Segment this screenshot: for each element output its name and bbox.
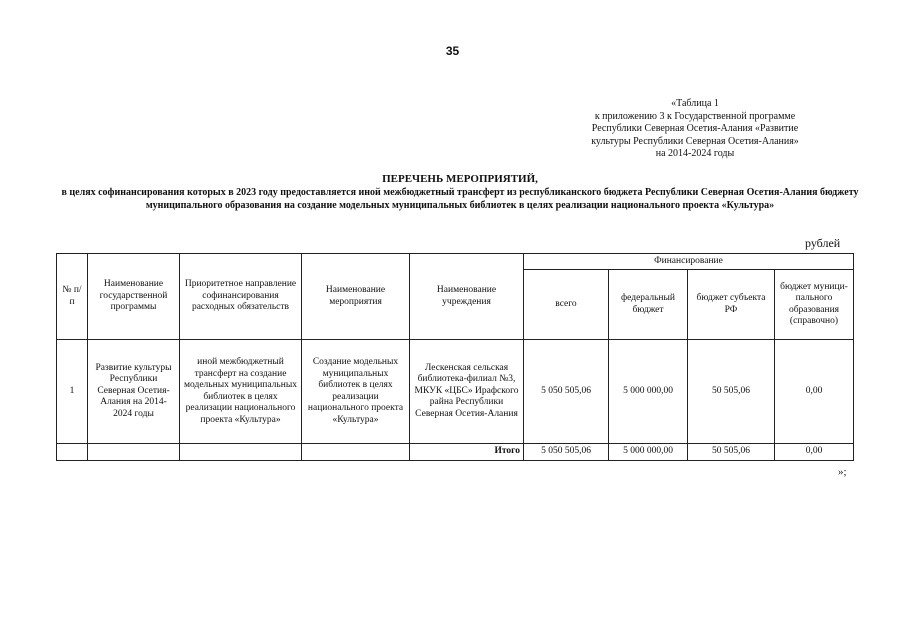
header-number: № п/п xyxy=(57,254,88,340)
cell-municipal: 0,00 xyxy=(775,340,854,444)
cell-event: Создание модельных муниципальных библиотек в целях реализации национального проекта «Культура» xyxy=(302,340,410,444)
appendix-line: «Таблица 1 xyxy=(671,98,719,109)
document-heading xyxy=(40,172,880,212)
totals-municipal: 0,00 xyxy=(775,444,854,461)
document-subtitle: в целях софинансирования которых в 2023 году предоставляется иной межбюджетный трансферт из республиканского бюджета Республики Северная Осетия-Алания бюджету муниципального образования на создание модельных муниципальных библиотек в целях реализации национального проекта «Культура» xyxy=(61,187,859,211)
totals-total: 5 050 505,06 xyxy=(524,444,609,461)
cell-program: Развитие культуры Республики Северная Осетия-Алания на 2014-2024 годы xyxy=(88,340,180,444)
currency-unit: рублей xyxy=(805,236,841,250)
totals-subject: 50 505,06 xyxy=(688,444,775,461)
table-header-row xyxy=(57,254,854,270)
header-financing: Финансирование xyxy=(524,254,854,270)
header-institution: Наименование учреждения xyxy=(410,254,524,340)
totals-empty-cell xyxy=(57,444,88,461)
table-row xyxy=(57,340,854,444)
totals-empty-cell xyxy=(302,444,410,461)
closing-quote-mark: »; xyxy=(838,466,847,478)
cell-direction: иной межбюджетный трансферт на создание модельных муниципальных библиотек в целях реализации национального проекта «Культура» xyxy=(180,340,302,444)
appendix-line: культуры Республики Северная Осетия-Алания» xyxy=(591,135,799,147)
appendix-line: Республики Северная Осетия-Алания «Развитие xyxy=(591,123,799,135)
totals-empty-cell xyxy=(88,444,180,461)
totals-row xyxy=(57,444,854,461)
cell-institution: Лескенская сельская библиотека-филиал №3, МКУК «ЦБС» Ирафского райна Республики Северная Осетия-Алания xyxy=(410,340,524,444)
header-subject: бюджет субъекта РФ xyxy=(688,270,775,340)
header-municipal: бюджет муници-пального образования (справочно) xyxy=(775,270,854,340)
appendix-note xyxy=(560,98,830,161)
page-number: 35 xyxy=(445,44,460,58)
events-table xyxy=(56,253,854,461)
cell-federal: 5 000 000,00 xyxy=(609,340,688,444)
totals-federal: 5 000 000,00 xyxy=(609,444,688,461)
header-total: всего xyxy=(524,270,609,340)
header-federal: федеральный бюджет xyxy=(609,270,688,340)
header-event: Наименование мероприятия xyxy=(302,254,410,340)
document-title: ПЕРЕЧЕНЬ МЕРОПРИЯТИЙ, xyxy=(382,173,538,185)
appendix-line: к приложению 3 к Государственной программе xyxy=(594,110,796,122)
cell-subject: 50 505,06 xyxy=(688,340,775,444)
totals-empty-cell xyxy=(180,444,302,461)
cell-number: 1 xyxy=(57,340,88,444)
header-direction: Приоритетное направление софинансирования расходных обязательств xyxy=(180,254,302,340)
totals-label: Итого xyxy=(410,444,524,461)
cell-total: 5 050 505,06 xyxy=(524,340,609,444)
header-program: Наименование государственной программы xyxy=(88,254,180,340)
appendix-line: на 2014-2024 годы xyxy=(655,148,735,160)
